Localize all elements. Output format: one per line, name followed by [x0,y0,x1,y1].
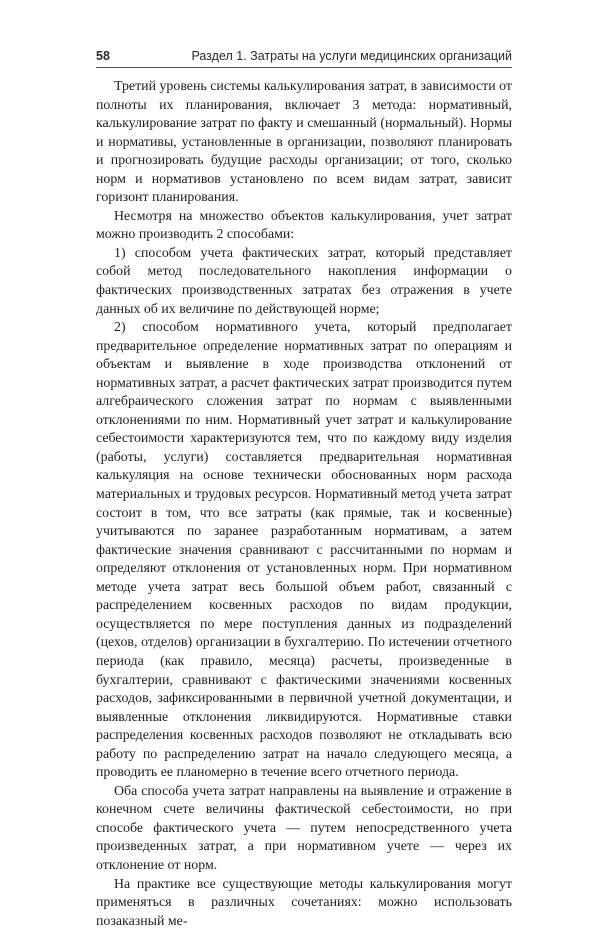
section-title: Раздел 1. Затраты на услуги медицинских организаций [191,49,512,63]
paragraph: Третий уровень системы калькулирования затрат, в зависимости от полноты их планирования, включает 3 метода: нормативный, калькулирование затрат по факту и смешанный (нормальный). Нормы и нормативы, установленные в организации, позволяют планировать и прогнозировать будущие расходы организации; от того, сколько норм и нормативов установлено по всем видам затрат, зависит горизонт планирования. [96,79,512,206]
body-text [96,78,512,931]
list-item-1: 1) способом учета фактических затрат, который представляет собой метод последовательного накопления информации о фактических производственных затратах без отражения в учете данных об их величине по действующей норме; [96,245,512,317]
paragraph: Несмотря на множество объектов калькулирования, учет затрат можно производить 2 способами: [96,208,512,243]
page-number: 58 [96,49,110,63]
header-rule [96,67,512,68]
paragraph: Оба способа учета затрат направлены на выявление и отражение в конечном счете величины фактической себестоимости, но при способе фактического учета — путем непосредственного учета произведенных затрат, а при нормативном учете — через их отклонение от норм. [96,783,512,873]
running-header [96,49,512,63]
list-item-2: 2) способом нормативного учета, который предполагает предварительное определение нормативных затрат по операциям и объектам и выявление в ходе производства отклонений от нормативных затрат, а расчет фактических затрат производится путем алгебраического сложения затрат по нормам с выявленными отклонениями по ним. Нормативный учет затрат и калькулирование себестоимости характеризуются тем, что по каждому виду изделия (работы, услуги) составляется предварительная нормативная калькуляция на основе технически обоснованных норм расхода материальных и трудовых ресурсов. Нормативный метод учета затрат состоит в том, что все затраты (как прямые, так и косвенные) учитываются по заранее разработанным нормативам, а затем фактические значения сравнивают с рассчитанными по нормам и определяют отклонения от установленных норм. При нормативном методе учета затрат весь большой объем работ, связанный с распределением косвенных расходов по видам продукции, осуществляется по мере поступления данных из подразделений (цехов, отделов) организации в бухгалтерию. По истечении отчетного периода (как правило, месяца) расчеты, произведенные в бухгалтерии, сравнивают с фактическими значениями косвенных расходов, зафиксированными в первичной учетной документации, и выявленные отклонения ликвидируются. Нормативные ставки распределения косвенных расходов позволяют не откладывать всю работу по распределению затрат на начало следующего месяца, а проводить ее планомерно в течение всего отчетного периода. [96,320,512,781]
paragraph: На практике все существующие методы калькулирования могут применяться в различных сочетаниях: можно использовать позаказный ме- [96,876,512,929]
